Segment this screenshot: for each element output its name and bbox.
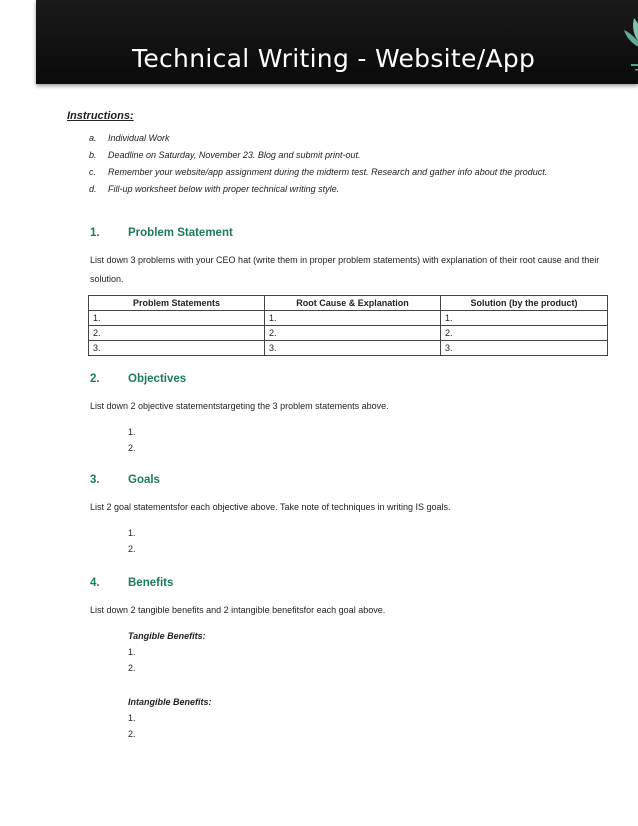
list-item: 1. (128, 427, 136, 437)
instruction-text: Fill-up worksheet below with proper technical writing style. (108, 184, 340, 194)
instructions-title: Instructions: (67, 110, 134, 122)
table-cell: 3. (441, 341, 608, 356)
instructions-list (89, 130, 579, 198)
instruction-item (89, 181, 579, 198)
section-title: Problem Statement (128, 227, 233, 239)
section-number: 1. (90, 227, 100, 239)
header-banner (36, 0, 638, 84)
table-cell: 1. (441, 311, 608, 326)
section-number: 3. (90, 474, 100, 486)
section-heading-objectives (90, 373, 186, 385)
list-item: 2. (128, 443, 136, 453)
column-header: Problem Statements (89, 296, 265, 311)
section-heading-goals (90, 474, 160, 486)
list-item: 1. (128, 647, 136, 657)
table-cell: 3. (89, 341, 265, 356)
list-item: 2. (128, 663, 136, 673)
section-title: Objectives (128, 373, 187, 385)
tangible-benefits-list (128, 628, 206, 676)
page-title: Technical Writing - Website/App (132, 44, 536, 73)
instruction-item (89, 164, 579, 181)
instruction-letter: c. (89, 167, 97, 177)
section-description: List down 3 problems with your CEO hat (write them in proper problem statements) with explanation of their root cause and their solution. (90, 255, 600, 284)
table-cell: 1. (265, 311, 441, 326)
section-heading-benefits (90, 577, 173, 589)
instruction-text: Deadline on Saturday, November 23. Blog and submit print-out. (108, 150, 361, 160)
instruction-letter: a. (89, 133, 97, 143)
problem-statement-table (88, 295, 608, 356)
table-row (89, 311, 608, 326)
list-item: 2. (128, 544, 136, 554)
section-description: List down 2 objective statementstargeting the 3 problem statements above. (90, 401, 389, 411)
column-header: Solution (by the product) (441, 296, 608, 311)
instruction-text: Remember your website/app assignment during the midterm test. Research and gather info about the product. (108, 167, 548, 177)
table-cell: 2. (265, 326, 441, 341)
objectives-list (128, 424, 136, 456)
section-number: 4. (90, 577, 100, 589)
lotus-logo-icon (621, 4, 638, 80)
list-item: 1. (128, 528, 136, 538)
section-heading-problem-statement (90, 227, 233, 239)
instruction-text: Individual Work (108, 133, 170, 143)
intangible-benefits-list (128, 694, 212, 742)
section-title: Goals (128, 474, 160, 486)
tangible-benefits-label: Tangible Benefits: (128, 631, 206, 641)
instruction-letter: d. (89, 184, 97, 194)
table-cell: 2. (89, 326, 265, 341)
section-description: List down 2 tangible benefits and 2 intangible benefitsfor each goal above. (90, 605, 386, 615)
column-header: Root Cause & Explanation (265, 296, 441, 311)
table-header-row (89, 296, 608, 311)
section-description: List 2 goal statementsfor each objective above. Take note of techniques in writing IS goals. (90, 502, 451, 512)
section-title: Benefits (128, 577, 174, 589)
section-number: 2. (90, 373, 100, 385)
table-row (89, 326, 608, 341)
instruction-letter: b. (89, 150, 97, 160)
table-cell: 2. (441, 326, 608, 341)
table-row (89, 341, 608, 356)
list-item: 2. (128, 729, 136, 739)
table-cell: 1. (89, 311, 265, 326)
goals-list (128, 525, 136, 557)
instruction-item (89, 147, 579, 164)
table-cell: 3. (265, 341, 441, 356)
instruction-item (89, 130, 579, 147)
intangible-benefits-label: Intangible Benefits: (128, 697, 212, 707)
list-item: 1. (128, 713, 136, 723)
